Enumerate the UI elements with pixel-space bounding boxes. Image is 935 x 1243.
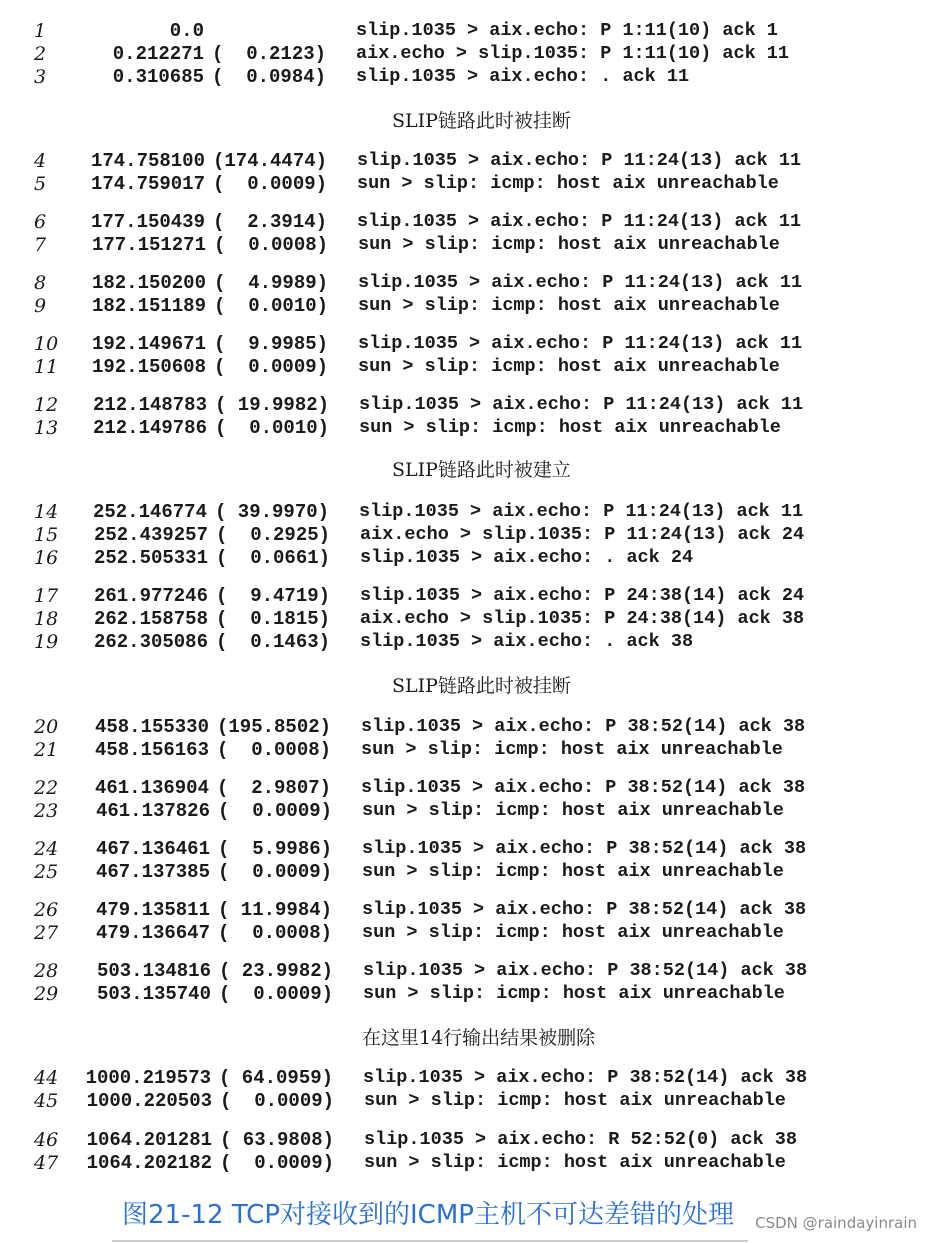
note-lines-removed: 在这里14行输出结果被删除 (362, 1027, 596, 1049)
timestamp: 1064.201281 (86, 1129, 212, 1151)
line-number: 23 (34, 800, 59, 822)
line-number: 45 (34, 1090, 59, 1112)
packet-summary: aix.echo > slip.1035: P 24:38(14) ack 38 (360, 608, 805, 629)
trace-line (0, 838, 935, 862)
timestamp: 252.505331 (93, 547, 208, 569)
time-delta: ( 0.0661) (216, 547, 331, 569)
timestamp: 252.439257 (93, 524, 208, 546)
timestamp: 461.136904 (94, 777, 209, 799)
trace-line (0, 716, 935, 740)
line-number: 15 (34, 524, 59, 546)
trace-line (0, 417, 935, 441)
note-link-up: SLIP链路此时被建立 (392, 459, 571, 481)
timestamp: 192.149671 (91, 333, 206, 355)
trace-line (0, 211, 935, 235)
line-number: 27 (34, 922, 59, 944)
packet-summary: sun > slip: icmp: host aix unreachable (362, 922, 784, 943)
time-delta: ( 64.0959) (219, 1067, 334, 1089)
packet-summary: sun > slip: icmp: host aix unreachable (364, 1090, 786, 1111)
timestamp: 174.759017 (90, 173, 205, 195)
line-number: 7 (34, 234, 47, 256)
packet-summary: slip.1035 > aix.echo: P 38:52(14) ack 38 (361, 777, 806, 798)
packet-summary: slip.1035 > aix.echo: P 38:52(14) ack 38 (361, 716, 806, 737)
packet-summary: slip.1035 > aix.echo: P 11:24(13) ack 11 (358, 272, 803, 293)
packet-summary: slip.1035 > aix.echo: . ack 24 (360, 547, 694, 568)
trace-line (0, 861, 935, 885)
trace-line (0, 295, 935, 319)
packet-summary: slip.1035 > aix.echo: R 52:52(0) ack 38 (364, 1129, 797, 1150)
timestamp: 262.158758 (93, 608, 208, 630)
note-link-down-1: SLIP链路此时被挂断 (392, 110, 571, 132)
timestamp: 177.151271 (91, 234, 206, 256)
packet-summary: slip.1035 > aix.echo: P 11:24(13) ack 11 (357, 150, 802, 171)
timestamp: 192.150608 (91, 356, 206, 378)
trace-line (0, 983, 935, 1007)
timestamp: 212.148783 (92, 394, 207, 416)
time-delta: ( 0.0984) (212, 66, 327, 88)
trace-line (0, 1090, 935, 1114)
line-number: 29 (34, 983, 59, 1005)
timestamp: 0.0 (169, 20, 204, 42)
trace-line (0, 234, 935, 258)
packet-summary: sun > slip: icmp: host aix unreachable (362, 800, 784, 821)
packet-summary: sun > slip: icmp: host aix unreachable (358, 295, 780, 316)
packet-summary: sun > slip: icmp: host aix unreachable (357, 173, 779, 194)
timestamp: 467.137385 (95, 861, 210, 883)
packet-summary: slip.1035 > aix.echo: P 11:24(13) ack 11 (359, 394, 804, 415)
line-number: 20 (34, 716, 59, 738)
packet-summary: slip.1035 > aix.echo: P 38:52(14) ack 38 (363, 960, 808, 981)
line-number: 17 (34, 585, 59, 607)
line-number: 25 (34, 861, 59, 883)
time-delta: ( 11.9984) (218, 899, 333, 921)
watermark: CSDN @raindayinrain (755, 1214, 917, 1232)
line-number: 24 (34, 838, 59, 860)
line-number: 10 (34, 333, 59, 355)
line-number: 4 (34, 150, 47, 172)
packet-summary: slip.1035 > aix.echo: . ack 38 (360, 631, 694, 652)
line-number: 14 (34, 501, 59, 523)
timestamp: 177.150439 (90, 211, 205, 233)
timestamp: 182.151189 (91, 295, 206, 317)
timestamp: 467.136461 (95, 838, 210, 860)
trace-line (0, 739, 935, 763)
time-delta: ( 2.9807) (217, 777, 332, 799)
time-delta: (174.4474) (213, 150, 328, 172)
trace-line (0, 922, 935, 946)
time-delta: ( 0.0010) (214, 295, 329, 317)
time-delta: ( 0.0009) (218, 861, 333, 883)
time-delta: ( 0.2123) (212, 43, 327, 65)
timestamp: 503.135740 (96, 983, 211, 1005)
line-number: 9 (34, 295, 47, 317)
line-number: 13 (34, 417, 59, 439)
timestamp: 0.212271 (112, 43, 204, 65)
line-number: 44 (34, 1067, 59, 1089)
trace-line (0, 1152, 935, 1176)
line-number: 21 (34, 739, 59, 761)
time-delta: ( 39.9970) (215, 501, 330, 523)
packet-summary: aix.echo > slip.1035: P 1:11(10) ack 11 (356, 43, 789, 64)
trace-line (0, 777, 935, 801)
timestamp: 252.146774 (92, 501, 207, 523)
time-delta: ( 63.9808) (220, 1129, 335, 1151)
time-delta: ( 0.1463) (216, 631, 331, 653)
packet-summary: sun > slip: icmp: host aix unreachable (359, 417, 781, 438)
timestamp: 479.135811 (95, 899, 210, 921)
line-number: 2 (34, 43, 47, 65)
time-delta: ( 19.9982) (215, 394, 330, 416)
packet-summary: sun > slip: icmp: host aix unreachable (362, 861, 784, 882)
packet-summary: slip.1035 > aix.echo: P 24:38(14) ack 24 (360, 585, 805, 606)
trace-line (0, 960, 935, 984)
time-delta: (195.8502) (217, 716, 332, 738)
time-delta: ( 0.0008) (214, 234, 329, 256)
timestamp: 182.150200 (91, 272, 206, 294)
timestamp: 1000.220503 (86, 1090, 212, 1112)
line-number: 6 (34, 211, 47, 233)
trace-line (0, 150, 935, 174)
line-number: 19 (34, 631, 59, 653)
time-delta: ( 0.2925) (216, 524, 331, 546)
packet-summary: sun > slip: icmp: host aix unreachable (358, 356, 780, 377)
trace-line (0, 66, 935, 90)
time-delta: ( 0.0008) (218, 922, 333, 944)
line-number: 12 (34, 394, 59, 416)
timestamp: 262.305086 (93, 631, 208, 653)
time-delta: ( 0.0009) (214, 356, 329, 378)
timestamp: 212.149786 (92, 417, 207, 439)
packet-summary: sun > slip: icmp: host aix unreachable (358, 234, 780, 255)
line-number: 26 (34, 899, 59, 921)
timestamp: 0.310685 (112, 66, 204, 88)
trace-line (0, 608, 935, 632)
line-number: 5 (34, 173, 47, 195)
line-number: 11 (34, 356, 59, 378)
time-delta: ( 0.0010) (215, 417, 330, 439)
line-number: 28 (34, 960, 59, 982)
timestamp: 261.977246 (93, 585, 208, 607)
line-number: 16 (34, 547, 59, 569)
packet-summary: slip.1035 > aix.echo: P 38:52(14) ack 38 (362, 838, 807, 859)
packet-summary: slip.1035 > aix.echo: . ack 11 (356, 66, 690, 87)
trace-line (0, 547, 935, 571)
trace-line (0, 394, 935, 418)
time-delta: ( 0.0008) (217, 739, 332, 761)
trace-line (0, 272, 935, 296)
packet-summary: slip.1035 > aix.echo: P 11:24(13) ack 11 (359, 501, 804, 522)
caption-rule (112, 1240, 748, 1242)
timestamp: 458.156163 (94, 739, 209, 761)
packet-summary: slip.1035 > aix.echo: P 1:11(10) ack 1 (356, 20, 778, 41)
time-delta: ( 5.9986) (218, 838, 333, 860)
time-delta: ( 0.0009) (219, 983, 334, 1005)
packet-summary: slip.1035 > aix.echo: P 38:52(14) ack 38 (363, 1067, 808, 1088)
trace-line (0, 800, 935, 824)
packet-summary: sun > slip: icmp: host aix unreachable (361, 739, 783, 760)
time-delta: ( 23.9982) (219, 960, 334, 982)
packet-summary: slip.1035 > aix.echo: P 38:52(14) ack 38 (362, 899, 807, 920)
trace-line (0, 524, 935, 548)
trace-line (0, 899, 935, 923)
trace-line (0, 173, 935, 197)
trace-line (0, 20, 935, 44)
trace-line (0, 356, 935, 380)
timestamp: 479.136647 (95, 922, 210, 944)
line-number: 8 (34, 272, 47, 294)
timestamp: 1064.202182 (86, 1152, 212, 1174)
trace-line (0, 631, 935, 655)
time-delta: ( 0.0009) (220, 1090, 335, 1112)
time-delta: ( 0.0009) (218, 800, 333, 822)
line-number: 18 (34, 608, 59, 630)
time-delta: ( 9.9985) (214, 333, 329, 355)
figure-caption: 图21-12 TCP对接收到的ICMP主机不可达差错的处理 (122, 1200, 734, 1230)
line-number: 22 (34, 777, 59, 799)
timestamp: 503.134816 (96, 960, 211, 982)
trace-line (0, 585, 935, 609)
time-delta: ( 2.3914) (213, 211, 328, 233)
trace-line (0, 1067, 935, 1091)
timestamp: 461.137826 (95, 800, 210, 822)
timestamp: 1000.219573 (85, 1067, 211, 1089)
time-delta: ( 0.0009) (213, 173, 328, 195)
packet-summary: sun > slip: icmp: host aix unreachable (364, 1152, 786, 1173)
timestamp: 458.155330 (94, 716, 209, 738)
packet-summary: aix.echo > slip.1035: P 11:24(13) ack 24 (360, 524, 805, 545)
trace-line (0, 43, 935, 67)
time-delta: ( 4.9989) (214, 272, 329, 294)
time-delta: ( 0.0009) (220, 1152, 335, 1174)
timestamp: 174.758100 (90, 150, 205, 172)
time-delta: ( 9.4719) (216, 585, 331, 607)
packet-summary: slip.1035 > aix.echo: P 11:24(13) ack 11 (357, 211, 802, 232)
trace-line (0, 501, 935, 525)
trace-line (0, 333, 935, 357)
line-number: 46 (34, 1129, 59, 1151)
trace-line (0, 1129, 935, 1153)
packet-summary: sun > slip: icmp: host aix unreachable (363, 983, 785, 1004)
line-number: 3 (34, 66, 47, 88)
packet-summary: slip.1035 > aix.echo: P 11:24(13) ack 11 (358, 333, 803, 354)
line-number: 47 (34, 1152, 59, 1174)
time-delta: ( 0.1815) (216, 608, 331, 630)
note-link-down-2: SLIP链路此时被挂断 (392, 675, 571, 697)
line-number: 1 (34, 20, 47, 42)
